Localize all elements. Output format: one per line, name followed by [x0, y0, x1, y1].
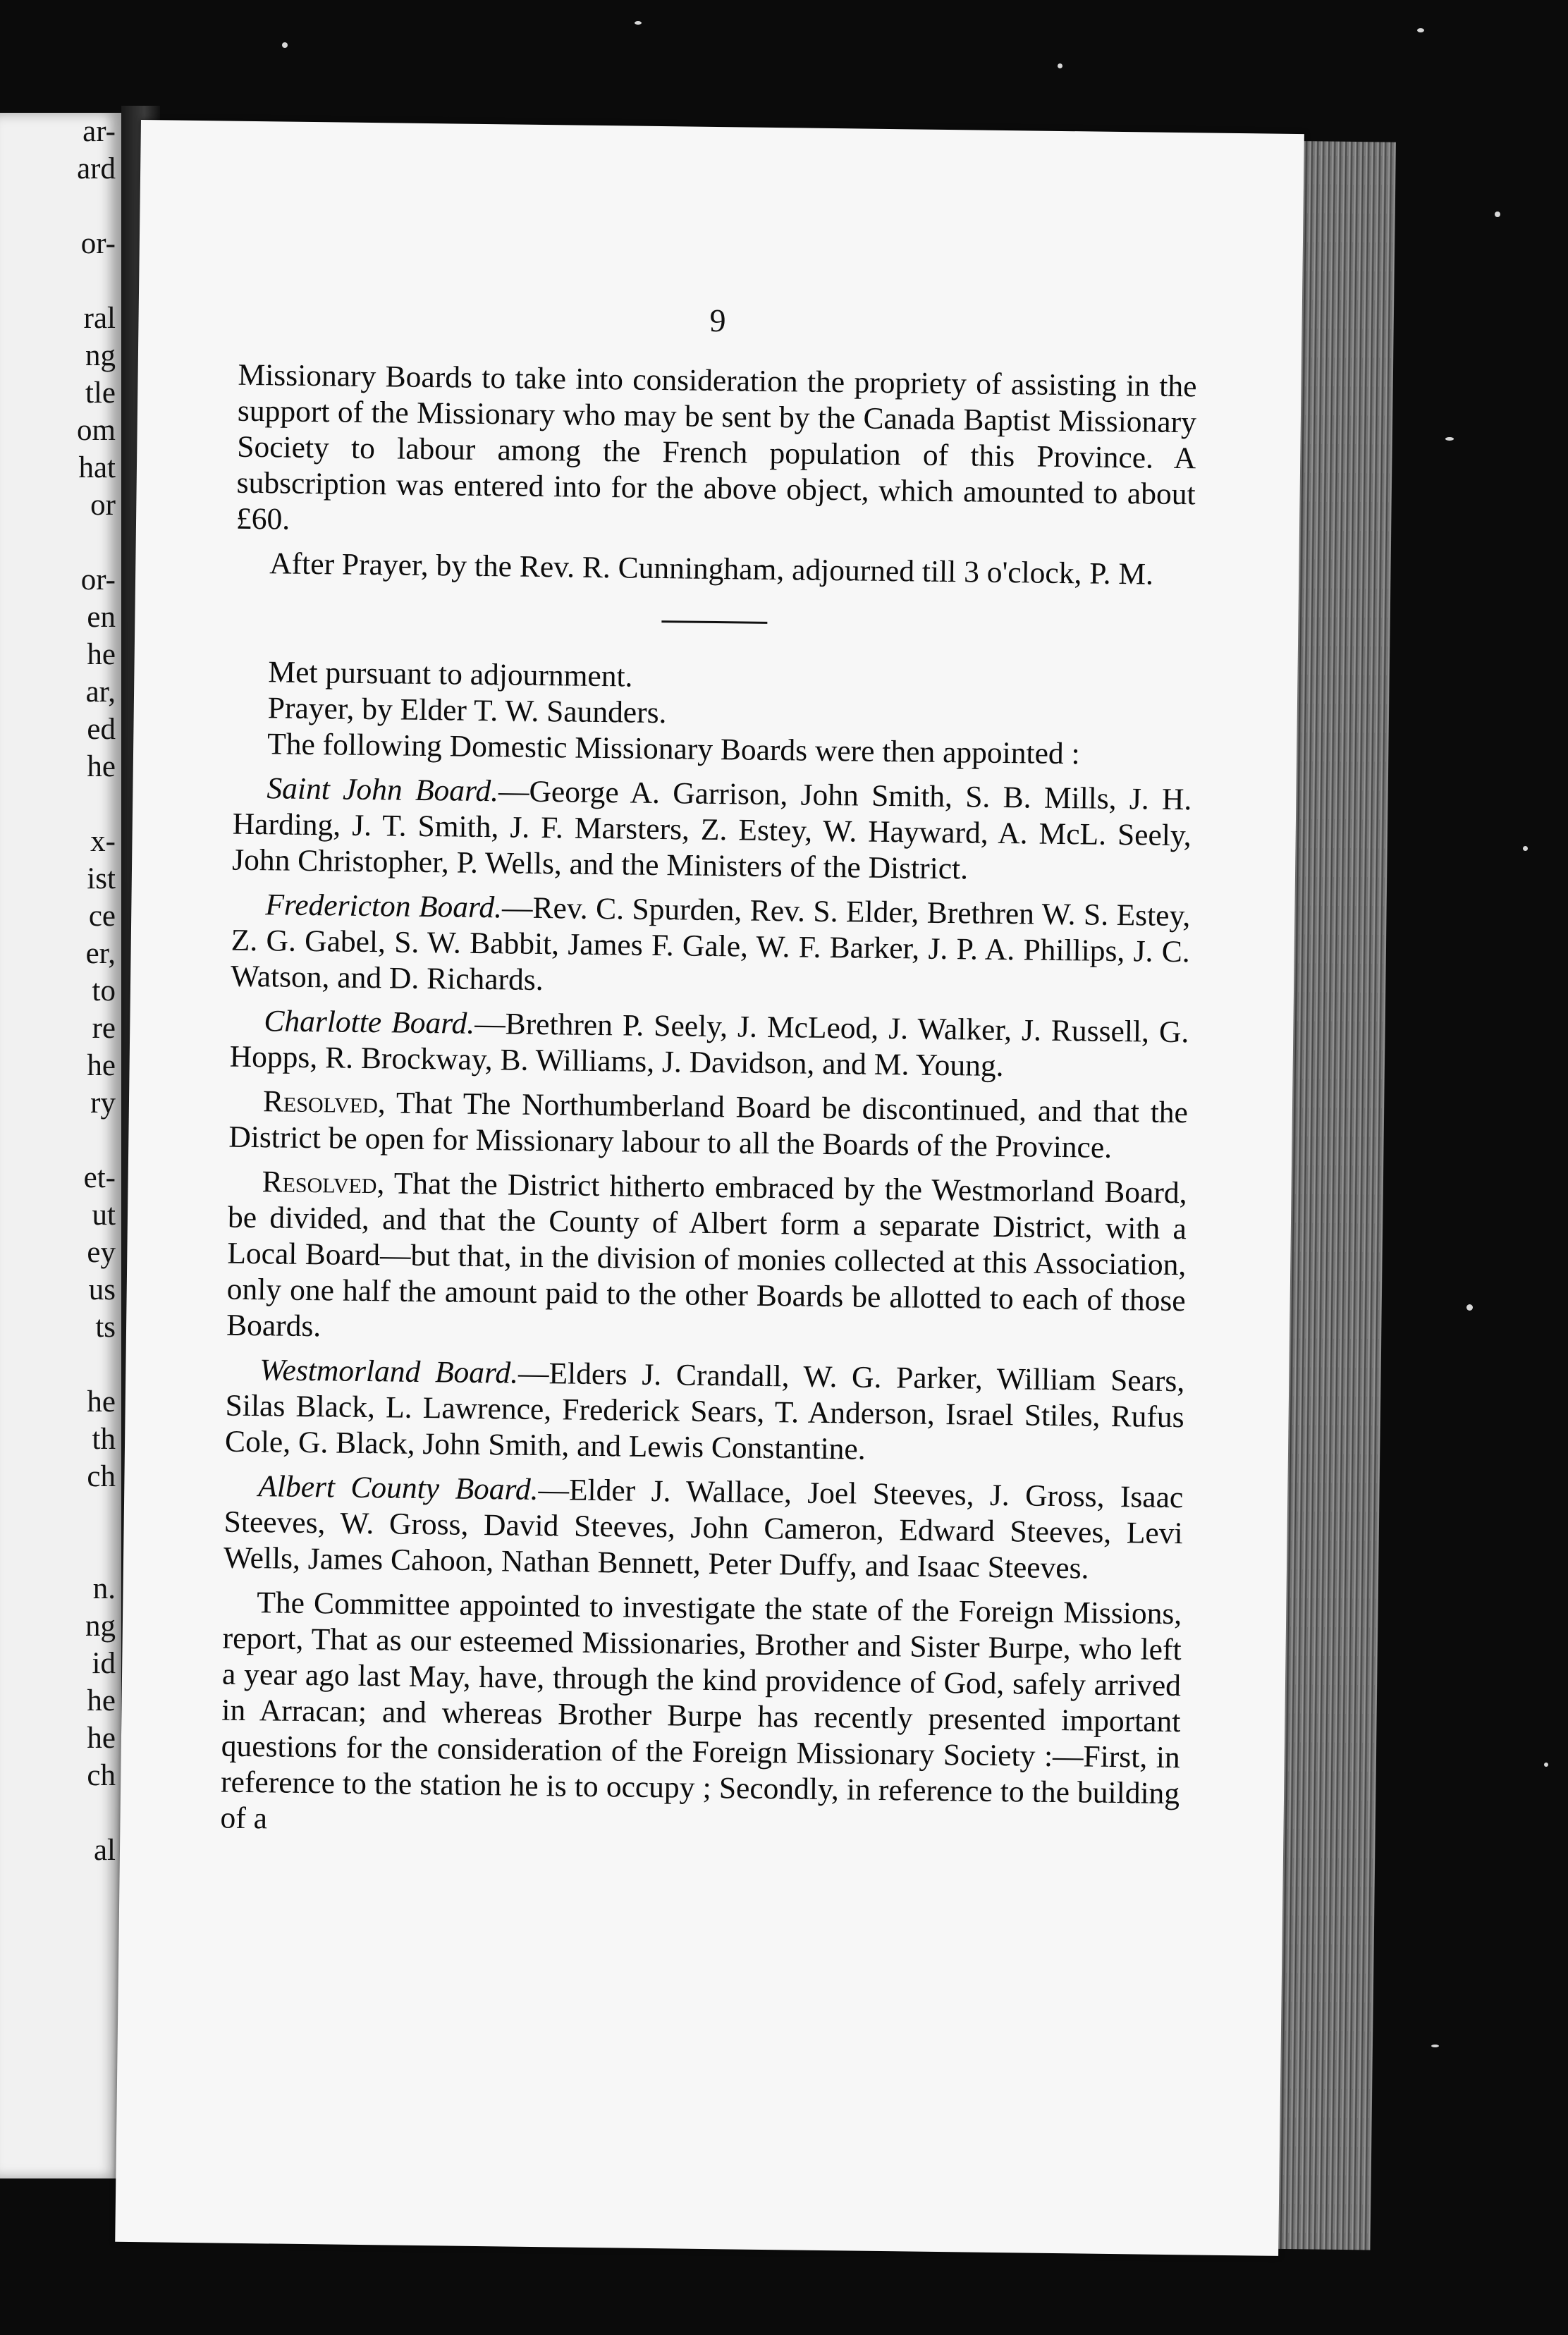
- board-entry: [231, 887, 1191, 1007]
- dust-speck: [1445, 437, 1454, 441]
- resolution: [228, 1084, 1188, 1168]
- board-entry: [229, 1003, 1189, 1087]
- dust-speck: [1417, 28, 1424, 32]
- board-title: Westmorland Board.: [259, 1353, 519, 1390]
- board-title: Fredericton Board.: [265, 888, 503, 925]
- board-entry: [223, 1469, 1184, 1588]
- facing-page-line-fragment: id: [92, 1647, 116, 1680]
- board-members: —Elder J. Wallace, Joel Steeves, J. Gross, Isaac Steeves, W. Gross, David Steeves, John Cameron, Edward Steeves, Levi Wells, James Cahoon, Nathan Bennett, Peter Duffy, and Isaac Steeves.: [223, 1473, 1184, 1586]
- facing-page-line-fragment: th: [92, 1423, 116, 1456]
- facing-page-line-fragment: ng: [85, 339, 116, 372]
- facing-page-line-fragment: ut: [92, 1199, 116, 1232]
- facing-page-line-fragment: ed: [87, 713, 116, 746]
- facing-page-line-fragment: en: [87, 601, 116, 634]
- resolution-text: That the District hitherto embraced by the Westmorland Board, be divided, and that the County of Albert form a separate District, with a Local Board—but that, in the division of monies collected at this Association, only one half the amount paid to the other Boards be allotted to each of those Boards.: [226, 1166, 1187, 1344]
- facing-page-line-fragment: [3, 524, 116, 561]
- board-members: —Brethren P. Seely, J. McLeod, J. Walker, J. Russell, G. Hopps, R. Brockway, B. Williams, J. Davidson, and M. Young.: [229, 1006, 1189, 1084]
- facing-page-line-fragment: ey: [87, 1236, 116, 1269]
- page-text: [220, 357, 1197, 1856]
- facing-page-line-fragment: [3, 1794, 116, 1832]
- section-divider: [661, 620, 767, 624]
- facing-page-line-fragment: tle: [85, 376, 116, 410]
- dust-speck: [1544, 1763, 1548, 1767]
- facing-page-line-fragment: ar,: [85, 675, 116, 709]
- board-title: Charlotte Board.: [264, 1004, 475, 1041]
- facing-page: [0, 113, 121, 2178]
- board-title: Saint John Board.: [267, 771, 499, 809]
- page-number: 9: [709, 302, 726, 339]
- dust-speck: [282, 42, 288, 48]
- paragraph: Met pursuant to adjournment.: [268, 655, 633, 694]
- facing-page-line-fragment: [3, 1533, 116, 1570]
- dust-speck: [1058, 63, 1062, 68]
- board-title: Albert County Board.: [258, 1469, 539, 1507]
- board-entry: [225, 1352, 1185, 1472]
- facing-page-line-fragment: [3, 1346, 116, 1383]
- facing-page-line-fragment: er,: [85, 937, 116, 970]
- facing-page-line-fragment: ry: [90, 1086, 116, 1120]
- facing-page-line-fragment: he: [87, 638, 116, 671]
- facing-page-line-fragment: et-: [83, 1161, 116, 1194]
- facing-page-line-fragment: ard: [77, 152, 116, 185]
- facing-page-line-fragment: [3, 1122, 116, 1159]
- facing-page-line-fragment: he: [87, 1385, 116, 1418]
- book-page: [115, 120, 1304, 2256]
- facing-page-line-fragment: x-: [90, 825, 116, 858]
- paragraph: Prayer, by Elder T. W. Saunders.: [267, 691, 667, 730]
- facing-page-line-fragment: he: [87, 1722, 116, 1755]
- paragraph: Missionary Boards to take into consideration the propriety of assisting in the support of the Missionary who may be sent by the Canada Baptist Missionary Society to labour among the French population of this Province. A subscription was entered into for the above object, which amounted to about £60.: [235, 357, 1197, 537]
- facing-page-line-fragment: us: [88, 1273, 116, 1306]
- dust-speck: [1523, 846, 1528, 851]
- dust-speck: [1466, 1304, 1473, 1311]
- facing-page-text: [3, 113, 116, 1869]
- resolution-head: Resolved,: [262, 1165, 385, 1201]
- dust-speck: [1431, 2045, 1439, 2047]
- dust-speck: [635, 21, 642, 25]
- board-members: —George A. Garrison, John Smith, S. B. Mills, J. H. Harding, J. T. Smith, J. F. Marsters, Z. Estey, W. Hayward, A. McL. Seely, John Christopher, P. Wells, and the Ministers of the District.: [231, 774, 1192, 886]
- paragraph: The Committee appointed to investigate the state of the Foreign Missions, report, That as our esteemed Missionaries, Brother and Sister Burpe, who left a year ago last May, have, through the kind providence of God, safely arrived in Arracan; and whereas Brother Burpe has recently presented important questions for the consideration of the Foreign Missionary Society :—First, in reference to the station he is to occupy ; Secondly, in reference to the building of a: [220, 1586, 1182, 1836]
- facing-page-line-fragment: al: [93, 1834, 116, 1867]
- facing-page-line-fragment: [3, 262, 116, 300]
- facing-page-line-fragment: ng: [85, 1610, 116, 1643]
- resolution-text: That The Northumberland Board be discontinued, and that the District be open for Missionary labour to all the Boards of the Province.: [228, 1086, 1189, 1165]
- facing-page-line-fragment: he: [87, 1684, 116, 1717]
- facing-page-line-fragment: to: [92, 974, 116, 1007]
- facing-page-line-fragment: or-: [80, 563, 116, 596]
- facing-page-line-fragment: he: [87, 1049, 116, 1082]
- facing-page-line-fragment: ch: [87, 1460, 116, 1493]
- facing-page-line-fragment: or-: [80, 227, 116, 260]
- resolution-head: Resolved,: [262, 1084, 386, 1120]
- board-entry: [232, 771, 1192, 890]
- paragraph: The following Domestic Missionary Boards were then appointed :: [267, 727, 1080, 771]
- facing-page-line-fragment: he: [87, 750, 116, 783]
- facing-page-line-fragment: [3, 188, 116, 225]
- facing-page-line-fragment: ar-: [82, 115, 116, 148]
- facing-page-line-fragment: ts: [95, 1311, 116, 1344]
- paragraph: After Prayer, by the Rev. R. Cunningham, adjourned till 3 o'clock, P. M.: [269, 546, 1154, 592]
- board-members: —Rev. C. Spurden, Rev. S. Elder, Brethren W. S. Estey, Z. G. Gabel, S. W. Babbit, James F. Gale, W. F. Barker, J. P. A. Phillips, J. C. Watson, and D. Richards.: [230, 890, 1191, 998]
- facing-page-line-fragment: om: [77, 414, 116, 447]
- facing-page-line-fragment: n.: [92, 1572, 116, 1605]
- dust-speck: [1495, 212, 1500, 217]
- facing-page-line-fragment: or: [90, 489, 116, 522]
- facing-page-line-fragment: ist: [87, 862, 116, 895]
- board-members: —Elders J. Crandall, W. G. Parker, William Sears, Silas Black, L. Lawrence, Frederick Sears, T. Anderson, Israel Stiles, Rufus Cole, G. Black, John Smith, and Lewis Constantine.: [224, 1356, 1185, 1466]
- facing-page-line-fragment: ral: [83, 302, 116, 335]
- facing-page-line-fragment: [3, 1495, 116, 1533]
- facing-page-line-fragment: ch: [87, 1759, 116, 1792]
- facing-page-line-fragment: hat: [78, 451, 116, 484]
- facing-page-line-fragment: [3, 785, 116, 823]
- resolution: [226, 1164, 1187, 1356]
- facing-page-line-fragment: re: [92, 1012, 116, 1045]
- facing-page-line-fragment: ce: [88, 900, 116, 933]
